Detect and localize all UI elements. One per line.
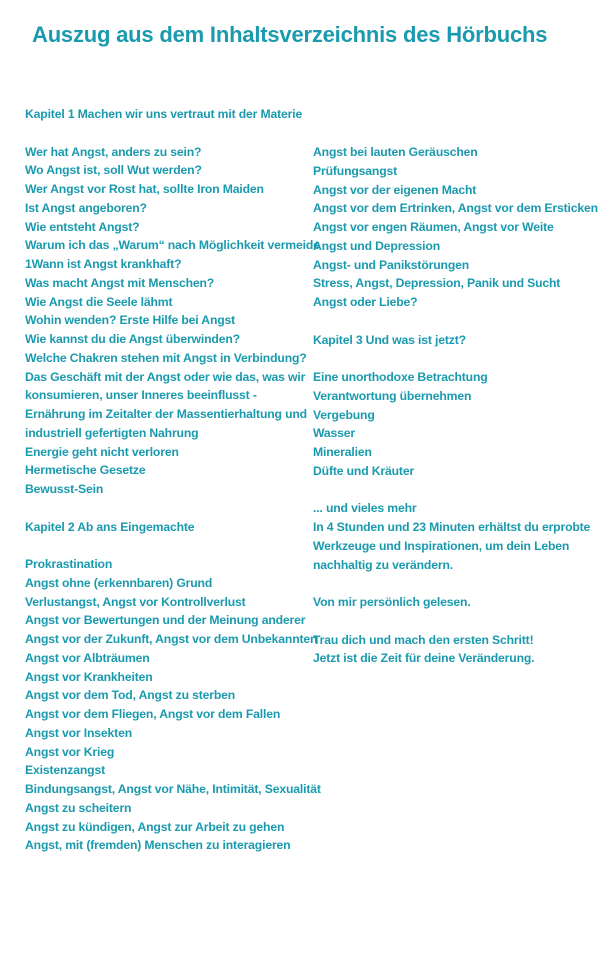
list-item: Ist Angst angeboren? xyxy=(25,200,147,215)
list-item: Bewusst-Sein xyxy=(25,482,104,496)
list-item: Mineralien xyxy=(313,445,372,459)
list-item: Bindungsangst, Angst vor Nähe, Intimität, Sexualität xyxy=(25,782,321,796)
list-item: industriell gefertigten Nahrung xyxy=(25,425,199,440)
list-item: Wie Angst die Seele lähmt xyxy=(25,294,173,309)
list-item: Angst vor Insekten xyxy=(25,725,133,740)
list-item: Angst vor Albträumen xyxy=(25,650,150,665)
list-item: Angst vor dem Fliegen, Angst vor dem Fallen xyxy=(25,707,281,721)
list-item: Angst vor dem Tod, Angst zu sterben xyxy=(25,688,236,703)
outro-line: In 4 Stunden und 23 Minuten erhältst du erprobte xyxy=(313,520,591,534)
list-item: Energie geht nicht verloren xyxy=(25,444,179,459)
list-item: Wo Angst ist, soll Wut werden? xyxy=(25,163,202,178)
chapter-2-heading: Kapitel 2 Ab ans Eingemachte xyxy=(25,519,195,534)
list-item: Hermetische Gesetze xyxy=(25,463,146,478)
outro-line: ... und vieles mehr xyxy=(313,501,417,516)
list-item: Eine unorthodoxe Betrachtung xyxy=(313,370,488,384)
list-item: Angst bei lauten Geräuschen xyxy=(313,145,478,159)
list-item: Wer hat Angst, anders zu sein? xyxy=(25,144,202,159)
list-item: Düfte und Kräuter xyxy=(313,463,415,478)
list-item: Angst zu kündigen, Angst zur Arbeit zu gehen xyxy=(25,819,285,834)
list-item: Angst vor Krieg xyxy=(25,744,115,759)
list-item: Angst zu scheitern xyxy=(25,800,132,815)
chapter-3-list xyxy=(313,368,595,481)
right-column xyxy=(313,143,598,668)
spacer xyxy=(313,612,595,631)
list-item: Prokrastination xyxy=(25,557,113,571)
closing-line: Trau dich und mach den ersten Schritt! xyxy=(313,632,534,647)
list-item: Stress, Angst, Depression, Panik und Sucht xyxy=(313,276,561,291)
list-item: Vergebung xyxy=(313,407,375,422)
spacer xyxy=(313,481,595,500)
list-item: Wasser xyxy=(313,426,356,441)
list-item: Wie entsteht Angst? xyxy=(25,219,140,234)
closing-text xyxy=(313,631,595,669)
list-item: 1Wann ist Angst krankhaft? xyxy=(25,257,182,271)
chapter-1-heading: Kapitel 1 Machen wir uns vertraut mit der Materie xyxy=(25,107,303,121)
outro-line: nachhaltig zu verändern. xyxy=(313,557,453,572)
list-item: Wie kannst du die Angst überwinden? xyxy=(25,332,240,346)
list-item: Prüfungsangst xyxy=(313,163,398,178)
list-item: Angst- und Panikstörungen xyxy=(313,257,470,272)
page-title: Auszug aus dem Inhaltsverzeichnis des Hörbuchs xyxy=(32,22,548,47)
list-item: Angst vor Krankheiten xyxy=(25,669,153,684)
list-item: Warum ich das „Warum“ nach Möglichkeit vermeide xyxy=(25,238,320,253)
spacer xyxy=(25,124,315,143)
list-item: Angst vor der Zukunft, Angst vor dem Unbekannten xyxy=(25,632,318,646)
list-item: Angst vor dem Ertrinken, Angst vor dem Ersticken xyxy=(313,201,598,216)
list-item: Angst vor Bewertungen und der Meinung anderer xyxy=(25,613,306,628)
outro-line: Werkzeuge und Inspirationen, um dein Leben xyxy=(313,538,570,553)
list-item: Verlustangst, Angst vor Kontrollverlust xyxy=(25,594,246,609)
list-item: Verantwortung übernehmen xyxy=(313,388,472,403)
list-item: Angst und Depression xyxy=(313,238,441,253)
list-item: Angst vor der eigenen Macht xyxy=(313,182,477,197)
spacer xyxy=(313,574,595,593)
list-item: Was macht Angst mit Menschen? xyxy=(25,275,215,290)
chapter-3-heading: Kapitel 3 Und was ist jetzt? xyxy=(313,332,466,347)
spacer xyxy=(25,536,315,555)
outro-text xyxy=(313,499,595,574)
left-column xyxy=(25,105,321,855)
list-item: Angst, mit (fremden) Menschen zu interagieren xyxy=(25,838,291,853)
spacer xyxy=(25,499,315,518)
list-item: Wer Angst vor Rost hat, sollte Iron Maiden xyxy=(25,182,264,196)
list-item: Existenzangst xyxy=(25,763,106,778)
list-item: Wohin wenden? Erste Hilfe bei Angst xyxy=(25,313,236,328)
list-item: konsumieren, unser Inneres beeinflusst - xyxy=(25,388,257,403)
chapter-1-list xyxy=(25,143,320,499)
list-item: Angst oder Liebe? xyxy=(313,295,418,309)
narrator-note: Von mir persönlich gelesen. xyxy=(313,595,471,609)
chapter-2-continued-list xyxy=(313,143,598,312)
spacer xyxy=(313,349,595,368)
spacer xyxy=(313,312,595,331)
list-item: Ernährung im Zeitalter der Massentierhaltung und xyxy=(25,407,307,421)
chapter-2-list xyxy=(25,555,321,855)
list-item: Angst vor engen Räumen, Angst vor Weite xyxy=(313,220,554,234)
list-item: Welche Chakren stehen mit Angst in Verbindung? xyxy=(25,350,307,365)
list-item: Das Geschäft mit der Angst oder wie das, was wir xyxy=(25,369,306,384)
list-item: Angst ohne (erkennbaren) Grund xyxy=(25,575,213,590)
closing-line: Jetzt ist die Zeit für deine Veränderung. xyxy=(313,651,535,666)
